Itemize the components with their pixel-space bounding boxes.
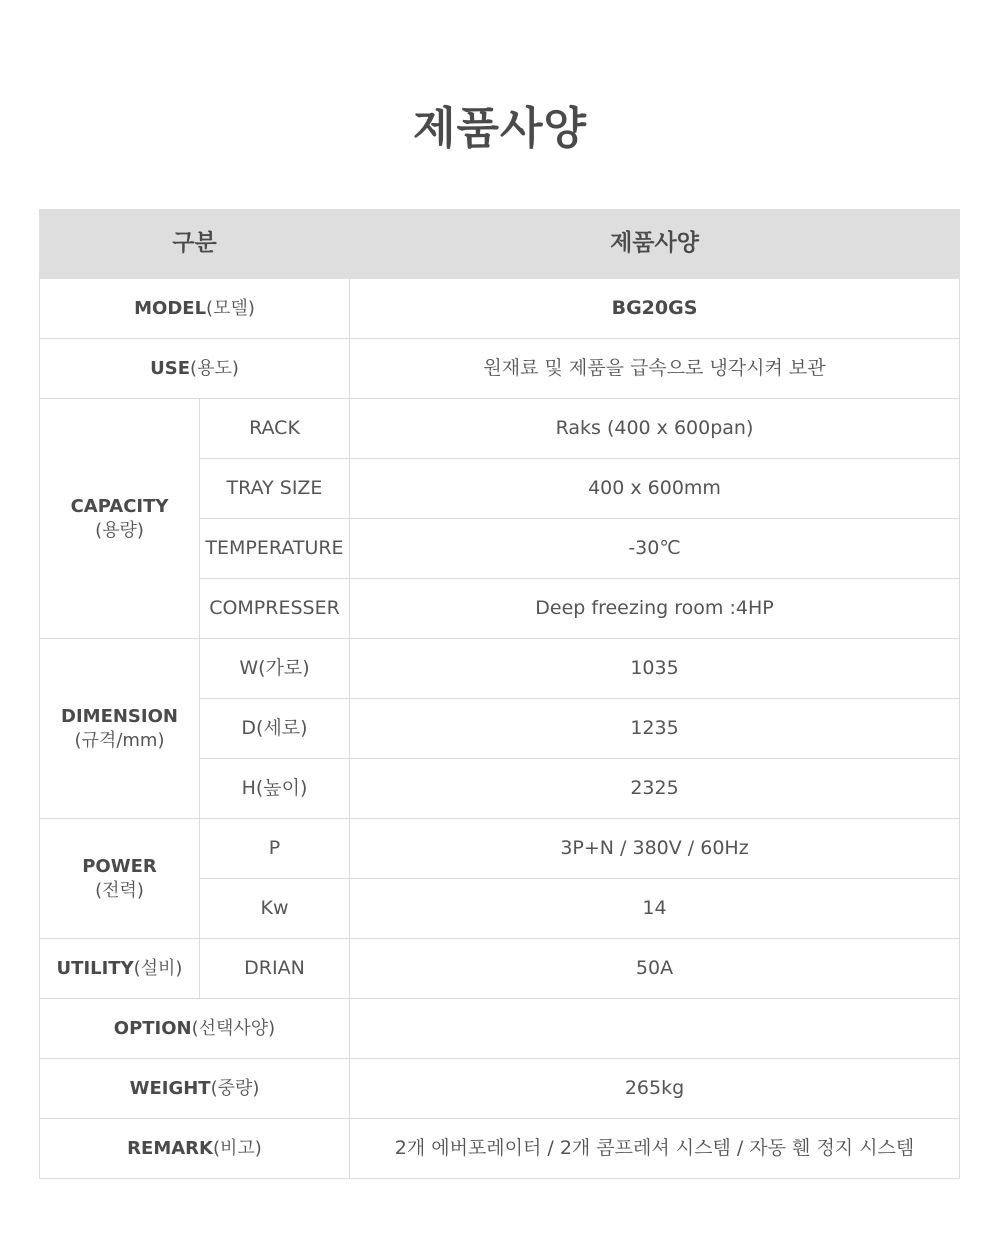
remark-label-en: REMARK: [127, 1138, 213, 1160]
table-header-row: [40, 210, 960, 279]
utility-label-en: UTILITY: [56, 958, 134, 980]
option-label-kr: (선택사양): [191, 1018, 276, 1040]
remark-label: [40, 1119, 350, 1179]
capacity-tray-label: TRAY SIZE: [200, 459, 350, 519]
capacity-compresser-label: COMPRESSER: [200, 579, 350, 639]
dimension-label-kr: (규격/mm): [74, 730, 165, 752]
model-label: [40, 279, 350, 339]
dimension-label: [40, 639, 200, 819]
dimension-w-value: 1035: [350, 639, 960, 699]
utility-label-kr: (설비): [133, 958, 183, 980]
dimension-h-value: 2325: [350, 759, 960, 819]
weight-value: 265kg: [350, 1059, 960, 1119]
capacity-temperature-label: TEMPERATURE: [200, 519, 350, 579]
weight-label: [40, 1059, 350, 1119]
capacity-rack-label: RACK: [200, 399, 350, 459]
page-title: 제품사양: [412, 103, 587, 154]
remark-label-kr: (비고): [212, 1138, 262, 1160]
use-label-en: USE: [150, 358, 191, 380]
table-row: [40, 399, 960, 459]
power-label: [40, 819, 200, 939]
capacity-label-kr: (용량): [95, 520, 144, 542]
option-value: [350, 999, 960, 1059]
power-label-kr: (전력): [95, 880, 144, 902]
capacity-tray-value: 400 x 600mm: [350, 459, 960, 519]
header-category: 구분: [40, 210, 350, 279]
table-row: [40, 939, 960, 999]
weight-label-en: WEIGHT: [129, 1078, 211, 1100]
table-row: [40, 999, 960, 1059]
dimension-label-en: DIMENSION: [61, 706, 178, 728]
table-row: [40, 1119, 960, 1179]
dimension-d-value: 1235: [350, 699, 960, 759]
remark-value: 2개 에버포레이터 / 2개 콤프레셔 시스템 / 자동 휀 정지 시스템: [350, 1119, 960, 1179]
power-kw-value: 14: [350, 879, 960, 939]
use-label: [40, 339, 350, 399]
dimension-h-label: H(높이): [200, 759, 350, 819]
option-label-en: OPTION: [113, 1018, 192, 1040]
model-value-text: BG20GS: [611, 297, 698, 320]
table-row: [40, 639, 960, 699]
capacity-compresser-value: Deep freezing room :4HP: [350, 579, 960, 639]
spec-table: [39, 209, 960, 1179]
table-row: [40, 819, 960, 879]
model-label-en: MODEL: [134, 298, 207, 320]
utility-sub-label: DRIAN: [200, 939, 350, 999]
use-value: 원재료 및 제품을 급속으로 냉각시켜 보관: [350, 339, 960, 399]
use-label-kr: (용도): [190, 358, 239, 380]
dimension-w-label: W(가로): [200, 639, 350, 699]
capacity-rack-value: Raks (400 x 600pan): [350, 399, 960, 459]
model-value: [350, 279, 960, 339]
weight-label-kr: (중량): [210, 1078, 260, 1100]
table-row: [40, 279, 960, 339]
table-row: [40, 1059, 960, 1119]
power-label-en: POWER: [82, 856, 157, 878]
power-kw-label: Kw: [200, 879, 350, 939]
capacity-temperature-value: -30℃: [350, 519, 960, 579]
model-label-kr: (모델): [206, 298, 255, 320]
utility-label: [40, 939, 200, 999]
capacity-label: [40, 399, 200, 639]
option-label: [40, 999, 350, 1059]
capacity-label-en: CAPACITY: [70, 496, 169, 518]
power-p-value: 3P+N / 380V / 60Hz: [350, 819, 960, 879]
table-row: [40, 339, 960, 399]
header-spec: 제품사양: [350, 210, 960, 279]
utility-value: 50A: [350, 939, 960, 999]
dimension-d-label: D(세로): [200, 699, 350, 759]
power-p-label: P: [200, 819, 350, 879]
